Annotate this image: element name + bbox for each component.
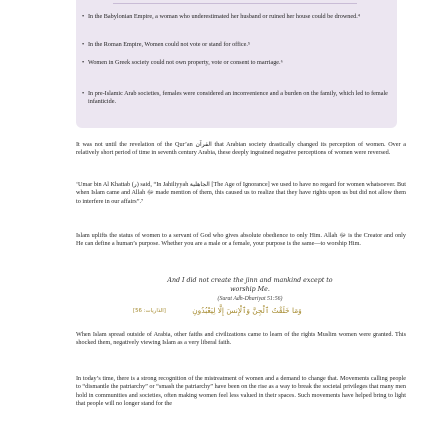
- verse-translation: And I did not create the jinn and mankind except to worship Me.: [167, 277, 333, 293]
- arabic-verse-reference: [الذاريات: 56]: [133, 308, 166, 314]
- fact-item: • In the Babylonian Empire, a woman who underestimated her husband or ruined her house could be drowned.⁴: [88, 13, 388, 21]
- fact-item: • In the Roman Empire, Women could not vote or stand for office.⁵: [88, 41, 388, 49]
- paragraph-status-of-women: Islam uplifts the status of women to a servant of God who gives absolute obedience to only Him. Allah ﷻ is the Creator and only He can define a human’s purpose. Whether you are a male or a female, your purpose is the same—to worship Him.: [76, 232, 406, 248]
- box-divider: [113, 3, 357, 4]
- arabic-verse: وَمَا خَلَقْتُ ٱلْجِنَّ وَٱلْإِنسَ إِلَّا لِيَعْبُدُونِ: [192, 306, 302, 315]
- paragraph-islam-spread: When Islam spread outside of Arabia, other faiths and civilizations came to learn of the rights Muslim women were granted. This shocked them, negatively viewing Islam as a very liberal faith.: [76, 331, 406, 347]
- fact-item: • Women in Greek society could not own property, vote or consent to marriage.⁶: [88, 59, 388, 67]
- verse-reference: (Surat Adh-Dhariyat 51:56): [217, 296, 283, 302]
- paragraph-todays-time: In today’s time, there is a strong recognition of the mistreatment of women and a demand to change that. Movements calling people to “dismantle the patriarchy” or “smash the patriarchy” have been on the rise as a way to break the societal privileges that many men hold in communities and societies, often making women feel less valued in their spaces. Such movements have helped bring to light that people will no longer stand for the: [76, 375, 406, 408]
- paragraph-umar-quote: ‘Umar bin Al Khattab (ر) said, “In Jahiliyyah الجاهلية [The Age of Ignorance] we used to have no regard for women whatsoever. But when Islam came and Allah ﷻ made mention of them, this caused us to realize that they have rights upon us but did not allow them to interfere in our affairs”.⁷: [76, 181, 406, 205]
- fact-item: • In pre-Islamic Arab societies, females were considered an inconvenience and a burden on the family, which led to female infanticide.: [88, 90, 388, 107]
- paragraph-quran-revelation: It was not until the revelation of the Qur’an القرآن that Arabian society drastically changed its perception of women. Over a relatively short period of time in seventh century Arabia, these deeply ingrained negative perceptions of women were reversed.: [76, 141, 406, 157]
